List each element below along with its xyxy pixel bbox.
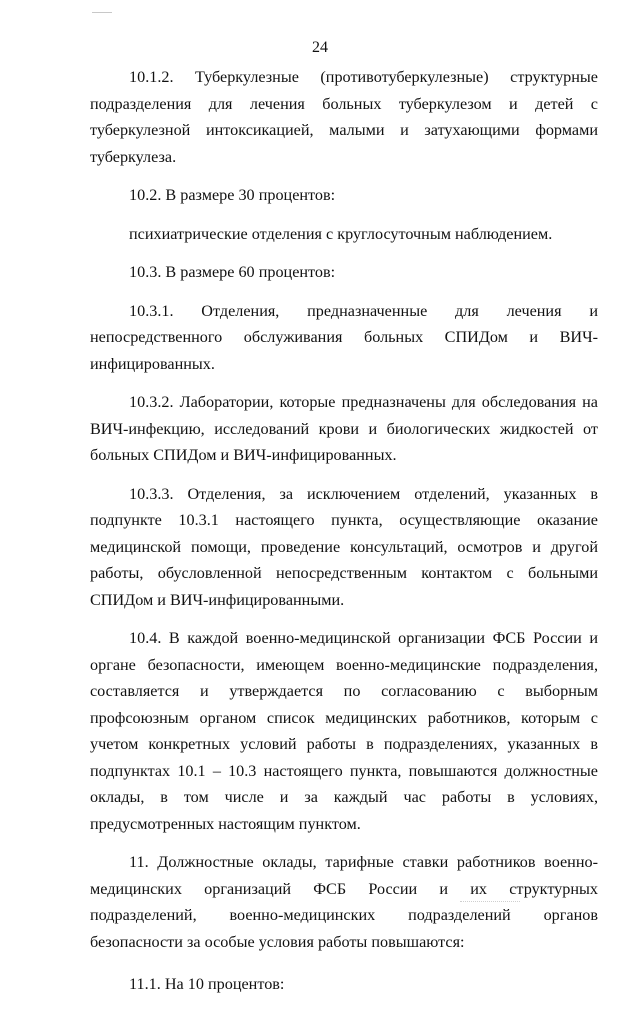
paragraph-10-3-1: 10.3.1. Отделения, предназначенные для лечения и непосредственного обслуживания больных СПИДом и ВИЧ-инфицированных. (90, 301, 598, 373)
paragraph-10-1-2: 10.1.2. Туберкулезные (противотуберкулезные) структурные подразделения для лечения больных туберкулезом и детей с туберкулезной интоксикацией, малыми и затухающими формами туберкулеза. (90, 68, 598, 166)
document-body (90, 64, 598, 1010)
paragraph-10-4: 10.4. В каждой военно-медицинской организации ФСБ России и органе безопасности, имеющем военно-медицинские подразделения, составляется и утверждается по согласованию с выборным профсоюзным органом список медицинских работников, которым с учетом конкретных условий работы в подразделениях, указанных в подпунктах 10.1 – 10.3 настоящего пункта, повышаются должностные оклады, в том числе и за каждый час работы в условиях, предусмотренных настоящим пунктом. (90, 629, 598, 833)
page-number: 24 (312, 39, 328, 56)
paragraph-10-3-2: 10.3.2. Лаборатории, которые предназначены для обследования на ВИЧ-инфекцию, исследований крови и биологических жидкостей от больных СПИДом и ВИЧ-инфицированных. (90, 393, 598, 464)
paragraph-11: 11. Должностные оклады, тарифные ставки работников военно-медицинских организаций ФСБ России и их структурных подразделений, военно-медицинских подразделений органов безопасности за особые условия работы повышаются: (90, 853, 598, 951)
scan-bottom-mark (460, 901, 520, 905)
paragraph-psychiatric: психиатрические отделения с круглосуточным наблюдением. (129, 224, 553, 243)
paragraph-10-3: 10.3. В размере 60 процентов: (129, 263, 336, 281)
scan-corner-mark (92, 0, 112, 13)
paragraph-10-2: 10.2. В размере 30 процентов: (129, 186, 336, 204)
paragraph-11-1: 11.1. На 10 процентов: (129, 975, 285, 993)
paragraph-10-3-3: 10.3.3. Отделения, за исключением отделений, указанных в подпункте 10.3.1 настоящего пункта, осуществляющие оказание медицинской помощи, проведение консультаций, осмотров и другой работы, обусловленной непосредственным контактом с больными СПИДом и ВИЧ-инфицированными. (90, 484, 598, 609)
